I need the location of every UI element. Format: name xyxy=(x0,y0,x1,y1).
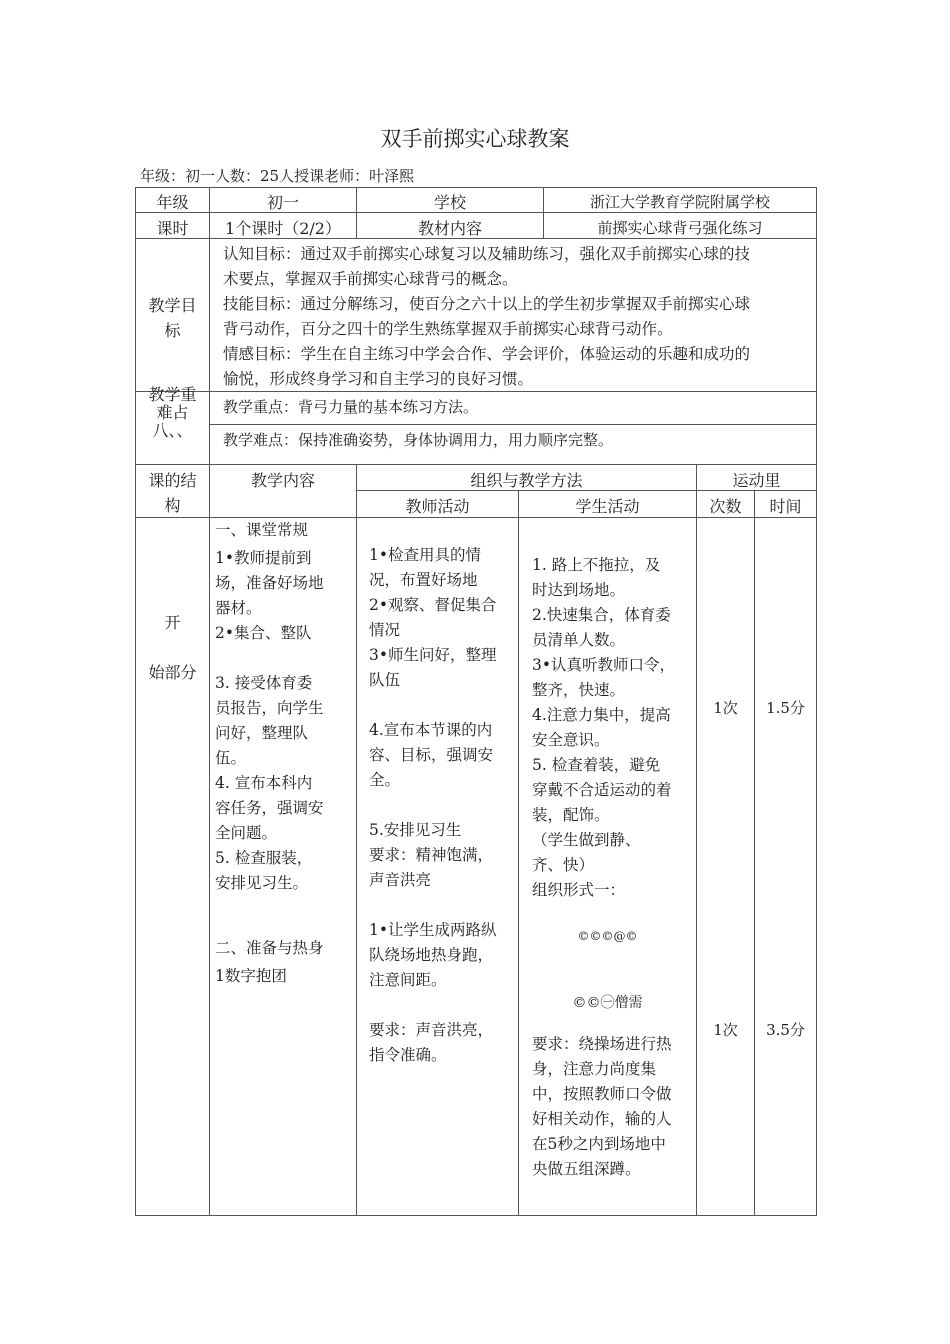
grid-line xyxy=(135,187,817,188)
count-header: 次数 xyxy=(709,497,742,516)
content-line: 5. 检查服装， xyxy=(215,849,313,867)
objective-line: 认知目标：通过双手前掷实心球复习以及辅助练习，强化双手前掷实心球的技 xyxy=(223,245,751,263)
grid-line xyxy=(209,424,817,425)
student-header: 学生活动 xyxy=(575,497,640,516)
grid-line xyxy=(754,490,755,1216)
key-points-label: 教学重 xyxy=(148,385,197,404)
grade-label: 年级 xyxy=(156,193,189,212)
meta-line: 年级：初一人数：25人授课老师：叶泽熙 xyxy=(140,167,415,185)
requirement-line: 要求：绕操场进行热 xyxy=(532,1035,672,1053)
time-value: 3.5分 xyxy=(766,1021,805,1039)
teacher-line xyxy=(369,993,517,1018)
count-value: 1次 xyxy=(713,699,738,717)
objective-line: 术要点，掌握双手前掷实心球背弓的概念。 xyxy=(223,270,518,288)
teacher-line: 队伍 xyxy=(369,671,401,689)
content-value: 前掷实心球背弓强化练习 xyxy=(597,219,763,237)
content-line: 二、准备与热身 xyxy=(215,939,324,957)
grid-line xyxy=(356,464,357,1216)
student-line: 整齐，快速。 xyxy=(532,681,626,699)
content-header: 教学内容 xyxy=(250,471,315,490)
part-label: 开 xyxy=(164,613,181,632)
opening-teacher xyxy=(369,543,517,1068)
grid-line xyxy=(135,464,817,465)
requirement-line: 身，注意力尚度集 xyxy=(532,1060,657,1078)
content-line: 2•集合、整队 xyxy=(215,624,312,642)
content-line: 伍。 xyxy=(215,749,247,767)
content-line: 1•教师提前到 xyxy=(215,549,312,567)
content-line: 场，准备好场地 xyxy=(215,574,324,592)
student-line: 1. 路上不拖拉，及 xyxy=(532,556,661,574)
teacher-line: 5.安排见习生 xyxy=(369,821,462,839)
hours-value: 1个课时（2/2） xyxy=(225,219,341,238)
student-line: 装，配饰。 xyxy=(532,806,610,824)
structure-header: 课的结 xyxy=(148,471,197,490)
opening-content xyxy=(215,518,355,989)
teacher-line: 声音洪亮 xyxy=(369,871,432,889)
teacher-line: 容、目标，强调安 xyxy=(369,746,494,764)
content-line: 一、课堂常规 xyxy=(215,521,309,539)
content-line: 全问题。 xyxy=(215,824,278,842)
teacher-line: 注意间距。 xyxy=(369,971,447,989)
grid-line xyxy=(518,490,519,1216)
teacher-line xyxy=(369,693,517,718)
requirement-line: 在5秒之内到场地中 xyxy=(532,1135,666,1153)
content-line xyxy=(215,921,355,936)
grid-line xyxy=(696,464,697,1216)
requirement-line: 央做五组深蹲。 xyxy=(532,1160,641,1178)
content-line xyxy=(215,646,355,671)
teacher-line: 队绕场地热身跑， xyxy=(369,946,494,964)
content-label: 教材内容 xyxy=(417,219,482,238)
structure-header: 构 xyxy=(164,496,181,515)
content-line: 问好，整理队 xyxy=(215,724,309,742)
objective-line: 愉悦，形成终身学习和自主学习的良好习惯。 xyxy=(223,370,534,388)
student-line: 4.注意力集中，提高 xyxy=(532,706,671,724)
student-requirements xyxy=(532,1032,695,1182)
student-line: 3•认真听教师口令， xyxy=(532,656,676,674)
opening-student xyxy=(532,553,695,903)
content-line: 安排见习生。 xyxy=(215,874,309,892)
part-label: 始部分 xyxy=(148,663,197,682)
formation-diagram: ©©©@© xyxy=(577,929,638,943)
teacher-line: 要求：声音洪亮， xyxy=(369,1021,494,1039)
student-line: 齐、快） xyxy=(532,856,595,874)
content-line: 4. 宣布本科内 xyxy=(215,774,313,792)
school-label: 学校 xyxy=(433,193,466,212)
content-line: 员报告，向学生 xyxy=(215,699,324,717)
grid-line xyxy=(135,187,136,1216)
objective-line: 情感目标：学生在自主练习中学会合作、学会评价，体验运动的乐趣和成功的 xyxy=(223,345,751,363)
teacher-line: 指令准确。 xyxy=(369,1046,447,1064)
teacher-line: 情况 xyxy=(369,621,401,639)
teacher-header: 教师活动 xyxy=(405,497,470,516)
content-line: 容任务，强调安 xyxy=(215,799,324,817)
teacher-line: 2•观察、督促集合 xyxy=(369,596,497,614)
teacher-line: 全。 xyxy=(369,771,401,789)
objectives-text xyxy=(223,242,813,392)
time-header: 时间 xyxy=(769,497,802,516)
count-value: 1次 xyxy=(713,1021,738,1039)
teacher-line: 况，布置好场地 xyxy=(369,571,478,589)
content-line: 器材。 xyxy=(215,599,262,617)
hours-label: 课时 xyxy=(156,219,189,238)
teacher-line: 3•师生问好，整理 xyxy=(369,646,497,664)
grid-line xyxy=(135,1215,817,1216)
objectives-label: 标 xyxy=(164,321,181,340)
student-line: 5. 检查着装，避免 xyxy=(532,756,661,774)
method-header: 组织与教学方法 xyxy=(470,471,583,490)
load-header: 运动里 xyxy=(732,471,781,490)
time-value: 1.5分 xyxy=(766,699,805,717)
requirement-line: 好相关动作，输的人 xyxy=(532,1110,672,1128)
content-line: 3. 接受体育委 xyxy=(215,674,313,692)
content-line xyxy=(215,896,355,921)
key-points-label: 八、、 xyxy=(152,421,193,440)
key-focus: 教学重点：背弓力量的基本练习方法。 xyxy=(223,398,479,416)
teacher-line: 4.宣布本节课的内 xyxy=(369,721,493,739)
document-title: 双手前掷实心球教案 xyxy=(380,127,570,151)
teacher-line: 1•检查用具的情 xyxy=(369,546,482,564)
teacher-line xyxy=(369,793,517,818)
teacher-line: 要求：精神饱满， xyxy=(369,846,494,864)
objective-line: 背弓动作，百分之四十的学生熟练掌握双手前掷实心球背弓动作。 xyxy=(223,320,673,338)
school-value: 浙江大学教育学院附属学校 xyxy=(589,193,770,211)
formation-diagram: ©©㊀僧需 xyxy=(572,995,643,1011)
grid-line xyxy=(816,187,817,1216)
grade-value: 初一 xyxy=(266,193,299,212)
key-difficulty: 教学难点：保持准确姿势，身体协调用力，用力顺序完整。 xyxy=(223,431,614,449)
requirement-line: 中，按照教师口令做 xyxy=(532,1085,672,1103)
student-line: 时达到场地。 xyxy=(532,581,626,599)
grid-line xyxy=(209,187,210,1216)
student-line: （学生做到静、 xyxy=(532,831,641,849)
student-line: 组织形式一： xyxy=(532,881,626,899)
key-points-label: 难占 xyxy=(156,403,189,422)
student-line: 2.快速集合，体育委 xyxy=(532,606,671,624)
teacher-line: 1•让学生成两路纵 xyxy=(369,921,497,939)
content-line: 1数字抱团 xyxy=(215,967,287,985)
teacher-line xyxy=(369,893,517,918)
student-line: 员清单人数。 xyxy=(532,631,626,649)
student-line: 安全意识。 xyxy=(532,731,610,749)
student-line: 穿戴不合适运动的着 xyxy=(532,781,672,799)
objective-line: 技能目标：通过分解练习，使百分之六十以上的学生初步掌握双手前掷实心球 xyxy=(223,295,751,313)
objectives-label: 教学目 xyxy=(148,296,197,315)
